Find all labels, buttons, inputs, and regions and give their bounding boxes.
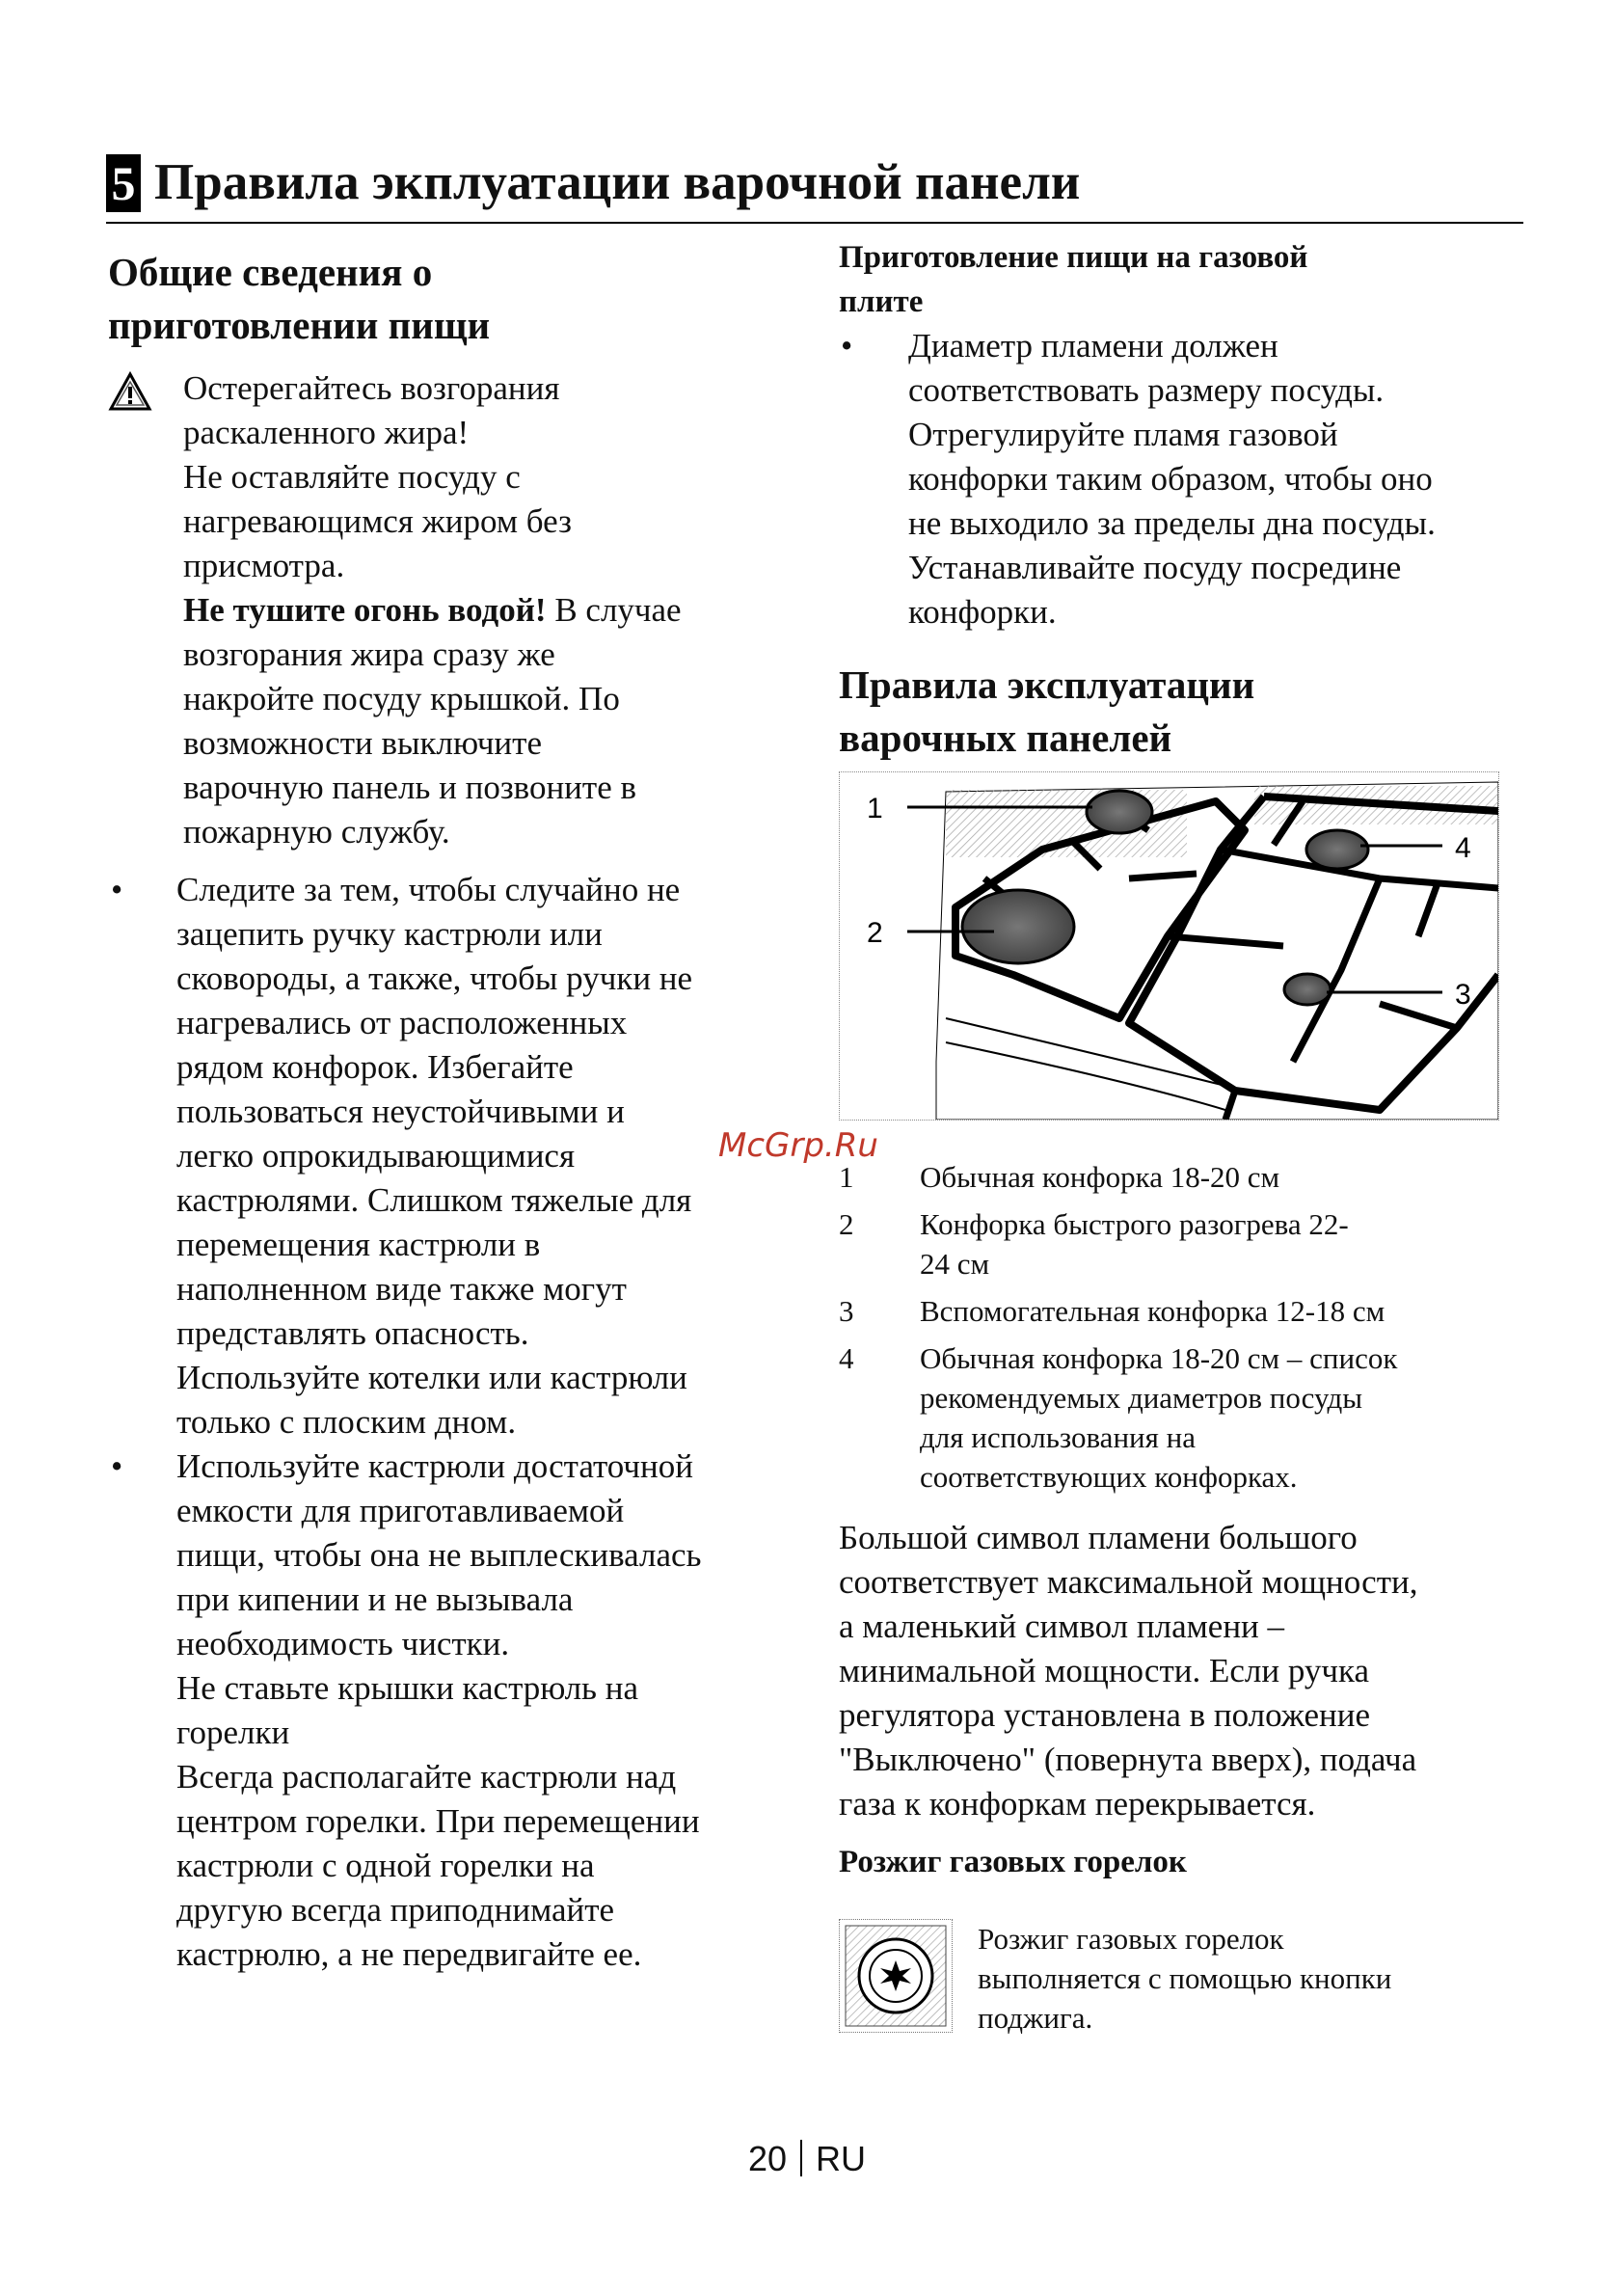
burner-4	[1306, 830, 1368, 869]
warning-line: нагревающимся жиром без	[183, 502, 572, 540]
warning-line: возгорания жира сразу же	[183, 635, 555, 673]
chapter-title: Правила экплуатации варочной панели	[154, 154, 1081, 210]
paragraph-line: "Выключено" (повернута вверх), подача	[839, 1741, 1417, 1778]
legend-text: Обычная конфорка 18-20 см	[920, 1160, 1280, 1194]
bullet-marker: •	[841, 327, 853, 365]
bullet-line: пищи, чтобы она не выплескивалась	[176, 1536, 702, 1574]
legend-text: Конфорка быстрого разогрева 22-	[920, 1207, 1349, 1241]
watermark: McGrp.Ru	[718, 1126, 878, 1165]
bullet-line: Следите за тем, чтобы случайно не	[176, 871, 681, 908]
callout-2: 2	[867, 917, 883, 949]
legend-text: Вспомогательная конфорка 12-18 см	[920, 1294, 1385, 1328]
burner-legend	[839, 1157, 1514, 1497]
heading-line: Правила эксплуатации	[839, 662, 1255, 707]
bullet-marker: •	[111, 871, 123, 908]
bullet-line: не выходило за пределы дна посуды.	[908, 504, 1436, 542]
legend-text: для использования на	[920, 1420, 1196, 1454]
bullet-line: Отрегулируйте пламя газовой	[908, 416, 1338, 453]
bullet-line: необходимость чистки.	[176, 1625, 510, 1662]
bullet-line: рядом конфорок. Избегайте	[176, 1048, 574, 1086]
gas-cooking-heading	[839, 235, 1307, 324]
heading-line: варочных панелей	[839, 716, 1172, 760]
warning-line: возможности выключите	[183, 724, 542, 762]
burner-2	[962, 890, 1074, 963]
bullet-line: соответствовать размеру посуды.	[908, 371, 1385, 409]
bullet-line: легко опрокидывающимися	[176, 1137, 576, 1175]
flame-symbol-paragraph	[839, 1516, 1417, 1826]
legend-num: 1	[839, 1160, 854, 1194]
bullet-line: кастрюлями. Слишком тяжелые для	[176, 1181, 692, 1219]
hob-diagram	[839, 771, 1499, 1121]
heading-line: Приготовление пищи на газовой	[839, 240, 1308, 275]
bullet-line: перемещения кастрюли в	[176, 1226, 541, 1263]
warning-line: варочную панель и позвоните в	[183, 769, 637, 806]
bullet-line: Устанавливайте посуду посредине	[908, 549, 1402, 586]
warning-line: пожарную службу.	[183, 813, 450, 851]
bullet-pot-capacity	[176, 1445, 702, 1977]
fat-fire-warning	[183, 366, 682, 854]
bullet-line: другую всегда приподнимайте	[176, 1891, 615, 1929]
legend-item	[839, 1157, 1514, 1197]
warning-line: накройте посуду крышкой. По	[183, 680, 620, 717]
paragraph-line: а маленький символ пламени –	[839, 1607, 1285, 1645]
bullet-line: наполненном виде также могут	[176, 1270, 627, 1308]
heading-line: Общие сведения о	[108, 250, 433, 294]
gas-flame-bullet	[908, 324, 1436, 635]
bullet-line: Не ставьте крышки кастрюль на	[176, 1669, 639, 1707]
legend-text: рекомендуемых диаметров посуды	[920, 1381, 1363, 1415]
bullet-line: Всегда располагайте кастрюли над	[176, 1758, 677, 1796]
ignition-line: поджига.	[978, 2001, 1093, 2035]
callout-3: 3	[1455, 979, 1471, 1011]
ignition-spark-icon	[839, 1919, 953, 2033]
bullet-line: пользоваться неустойчивыми и	[176, 1093, 625, 1130]
hatched-area	[946, 790, 1187, 857]
warning-line	[183, 588, 682, 633]
bullet-line: зацепить ручку кастрюли или	[176, 915, 603, 953]
paragraph-line: газа к конфоркам перекрывается.	[839, 1785, 1316, 1823]
legend-item	[839, 1291, 1514, 1331]
ignition-heading: Розжиг газовых горелок	[839, 1845, 1187, 1879]
bullet-line: кастрюлю, а не передвигайте ее.	[176, 1935, 642, 1973]
burner-3	[1284, 974, 1331, 1005]
callout-4: 4	[1455, 832, 1471, 864]
warning-line: раскаленного жира!	[183, 414, 470, 451]
warning-triangle-icon	[108, 370, 152, 415]
legend-num: 2	[839, 1207, 854, 1241]
legend-text: 24 см	[920, 1247, 990, 1281]
warning-bold: Не тушите огонь водой!	[183, 591, 547, 629]
page-footer	[0, 2139, 1614, 2179]
bullet-line: конфорки.	[908, 593, 1057, 631]
bullet-line: Используйте кастрюли достаточной	[176, 1447, 693, 1485]
paragraph-line: регулятора установлена в положение	[839, 1696, 1371, 1734]
bullet-line: кастрюли с одной горелки на	[176, 1847, 595, 1884]
callout-1: 1	[867, 793, 883, 824]
chapter-number: 5	[106, 154, 141, 212]
footer-separator	[800, 2140, 802, 2176]
legend-item	[839, 1204, 1514, 1291]
hob-rules-heading	[839, 659, 1254, 765]
page-number: 20	[747, 2139, 788, 2178]
bullet-line: нагревались от расположенных	[176, 1004, 628, 1041]
chapter-header	[106, 145, 1523, 224]
warning-line: Не оставляйте посуду с	[183, 458, 521, 496]
bullet-line: Диаметр пламени должен	[908, 327, 1278, 365]
paragraph-line: Большой символ пламени большого	[839, 1519, 1358, 1556]
bullet-line: центром горелки. При перемещении	[176, 1802, 700, 1840]
general-info-heading	[108, 246, 490, 352]
burner-1	[1087, 791, 1152, 833]
warning-line: Остерегайтесь возгорания	[183, 369, 560, 407]
bullet-saucepan-handles	[176, 868, 692, 1445]
ignition-line: выполняется с помощью кнопки	[978, 1961, 1392, 1995]
bullet-line: горелки	[176, 1714, 290, 1751]
hob-diagram-art	[840, 772, 1498, 1120]
bullet-line: при кипении и не вызывала	[176, 1580, 574, 1618]
ignition-description	[978, 1919, 1391, 2038]
bullet-line: конфорки таким образом, чтобы оно	[908, 460, 1433, 498]
heading-line: плите	[839, 284, 924, 319]
bullet-line: только с плоским дном.	[176, 1403, 517, 1441]
bullet-line: емкости для приготавливаемой	[176, 1492, 625, 1529]
legend-num: 4	[839, 1341, 854, 1375]
paragraph-line: соответствует максимальной мощности,	[839, 1563, 1418, 1601]
bullet-line: сковороды, а также, чтобы ручки не	[176, 959, 693, 997]
bullet-line: представлять опасность.	[176, 1314, 529, 1352]
language-code: RU	[816, 2139, 867, 2178]
legend-text: соответствующих конфорках.	[920, 1460, 1298, 1494]
heading-line: приготовлении пищи	[108, 303, 491, 347]
bullet-marker: •	[111, 1447, 123, 1485]
legend-text: Обычная конфорка 18-20 см – список	[920, 1341, 1398, 1375]
legend-num: 3	[839, 1294, 854, 1328]
paragraph-line: минимальной мощности. Если ручка	[839, 1652, 1370, 1689]
warning-line: присмотра.	[183, 547, 345, 584]
ignition-line: Розжиг газовых горелок	[978, 1922, 1284, 1956]
bullet-line: Используйте котелки или кастрюли	[176, 1359, 687, 1396]
warning-bold-tail: В случае	[546, 591, 682, 629]
legend-item	[839, 1338, 1514, 1497]
